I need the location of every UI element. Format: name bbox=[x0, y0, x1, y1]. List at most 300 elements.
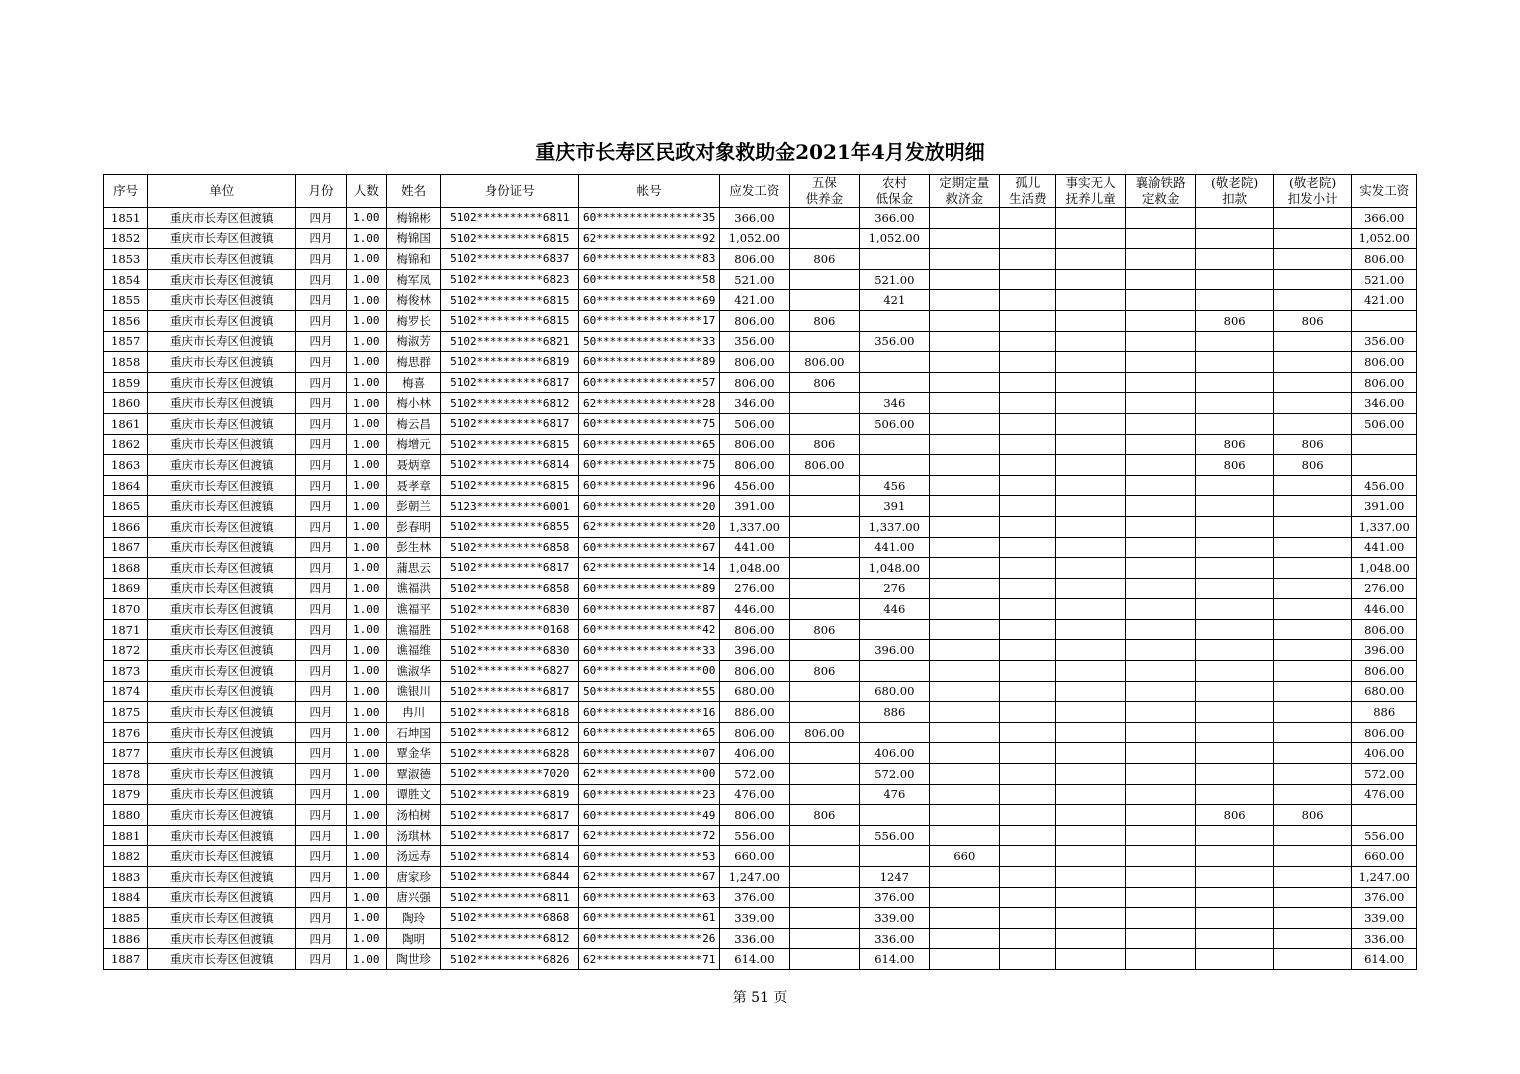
table-cell bbox=[1000, 846, 1056, 867]
table-cell bbox=[1056, 867, 1125, 888]
table-cell: 四月 bbox=[296, 661, 346, 682]
table-cell: 汤琪林 bbox=[386, 825, 440, 846]
table-cell bbox=[1196, 949, 1274, 970]
table-cell: 62****************67 bbox=[579, 867, 720, 888]
table-cell bbox=[1056, 908, 1125, 929]
table-cell: 806 bbox=[789, 661, 859, 682]
table-cell bbox=[1000, 331, 1056, 352]
table-cell: 660 bbox=[929, 846, 999, 867]
table-row bbox=[104, 310, 1417, 331]
table-cell: 336.00 bbox=[720, 928, 789, 949]
table-cell bbox=[929, 496, 999, 517]
table-cell: 339.00 bbox=[720, 908, 789, 929]
table-cell: 1884 bbox=[104, 887, 148, 908]
table-row bbox=[104, 599, 1417, 620]
table-cell bbox=[789, 681, 859, 702]
table-cell: 660.00 bbox=[720, 846, 789, 867]
table-cell: 四月 bbox=[296, 702, 346, 723]
table-cell: 1.00 bbox=[346, 249, 386, 270]
table-cell: 四月 bbox=[296, 455, 346, 476]
table-row bbox=[104, 558, 1417, 579]
table-cell: 1.00 bbox=[346, 764, 386, 785]
table-cell: 556.00 bbox=[1352, 825, 1417, 846]
table-row bbox=[104, 619, 1417, 640]
table-cell bbox=[860, 310, 929, 331]
table-cell: 476.00 bbox=[720, 784, 789, 805]
table-cell: 5102**********6817 bbox=[441, 825, 579, 846]
table-cell: 重庆市长寿区但渡镇 bbox=[148, 372, 296, 393]
table-cell bbox=[929, 352, 999, 373]
column-header: 农村 低保金 bbox=[860, 175, 929, 208]
table-cell bbox=[789, 475, 859, 496]
table-cell bbox=[1000, 887, 1056, 908]
table-cell: 谯福胜 bbox=[386, 619, 440, 640]
table-cell bbox=[1125, 393, 1195, 414]
table-cell: 1.00 bbox=[346, 434, 386, 455]
table-cell bbox=[789, 764, 859, 785]
table-cell bbox=[1125, 743, 1195, 764]
table-cell bbox=[1000, 475, 1056, 496]
table-cell bbox=[929, 805, 999, 826]
table-cell: 1872 bbox=[104, 640, 148, 661]
table-cell bbox=[1273, 537, 1352, 558]
table-cell bbox=[1056, 496, 1125, 517]
table-cell: 唐兴强 bbox=[386, 887, 440, 908]
table-cell: 62****************92 bbox=[579, 228, 720, 249]
column-header: 帐号 bbox=[579, 175, 720, 208]
table-cell: 四月 bbox=[296, 269, 346, 290]
table-cell bbox=[860, 661, 929, 682]
table-cell: 806.00 bbox=[1352, 661, 1417, 682]
table-cell bbox=[1056, 352, 1125, 373]
table-cell bbox=[789, 825, 859, 846]
table-cell: 60****************75 bbox=[579, 413, 720, 434]
table-cell: 572.00 bbox=[720, 764, 789, 785]
column-header: 月份 bbox=[296, 175, 346, 208]
table-row bbox=[104, 372, 1417, 393]
table-cell: 四月 bbox=[296, 681, 346, 702]
table-row bbox=[104, 764, 1417, 785]
table-cell bbox=[1125, 208, 1195, 229]
table-cell bbox=[1000, 702, 1056, 723]
table-cell: 806.00 bbox=[1352, 372, 1417, 393]
table-cell bbox=[1125, 455, 1195, 476]
table-cell: 806 bbox=[1273, 455, 1352, 476]
table-cell bbox=[860, 352, 929, 373]
table-cell: 覃淑德 bbox=[386, 764, 440, 785]
table-cell: 5102**********6815 bbox=[441, 475, 579, 496]
table-cell: 1.00 bbox=[346, 949, 386, 970]
table-cell: 梅增元 bbox=[386, 434, 440, 455]
table-cell bbox=[789, 516, 859, 537]
table-cell bbox=[1273, 413, 1352, 434]
table-cell bbox=[1273, 558, 1352, 579]
table-row bbox=[104, 722, 1417, 743]
table-header-row bbox=[104, 175, 1417, 208]
table-cell: 重庆市长寿区但渡镇 bbox=[148, 455, 296, 476]
table-cell: 1.00 bbox=[346, 475, 386, 496]
table-cell: 1.00 bbox=[346, 887, 386, 908]
table-cell: 506.00 bbox=[860, 413, 929, 434]
table-cell: 50****************55 bbox=[579, 681, 720, 702]
table-cell bbox=[1000, 455, 1056, 476]
table-cell: 四月 bbox=[296, 805, 346, 826]
table-row bbox=[104, 805, 1417, 826]
table-cell: 60****************65 bbox=[579, 434, 720, 455]
table-cell bbox=[1273, 352, 1352, 373]
table-cell: 5102**********6812 bbox=[441, 928, 579, 949]
table-cell bbox=[1196, 784, 1274, 805]
table-cell: 石坤国 bbox=[386, 722, 440, 743]
table-cell: 四月 bbox=[296, 310, 346, 331]
table-cell bbox=[929, 290, 999, 311]
table-cell bbox=[1196, 372, 1274, 393]
table-row bbox=[104, 228, 1417, 249]
table-cell: 1866 bbox=[104, 516, 148, 537]
table-cell bbox=[1196, 619, 1274, 640]
table-cell: 1.00 bbox=[346, 352, 386, 373]
table-cell: 四月 bbox=[296, 290, 346, 311]
table-cell: 5102**********6817 bbox=[441, 372, 579, 393]
table-cell: 806 bbox=[1196, 455, 1274, 476]
table-cell bbox=[929, 661, 999, 682]
table-cell: 5102**********6855 bbox=[441, 516, 579, 537]
table-cell: 四月 bbox=[296, 331, 346, 352]
table-cell bbox=[1000, 269, 1056, 290]
column-header: 定期定量 救济金 bbox=[929, 175, 999, 208]
table-cell bbox=[860, 249, 929, 270]
table-cell bbox=[929, 619, 999, 640]
table-cell bbox=[789, 228, 859, 249]
table-cell: 四月 bbox=[296, 537, 346, 558]
table-cell: 1877 bbox=[104, 743, 148, 764]
table-cell bbox=[1273, 496, 1352, 517]
table-cell bbox=[1196, 867, 1274, 888]
table-cell bbox=[1000, 805, 1056, 826]
table-cell bbox=[1352, 310, 1417, 331]
table-cell: 60****************61 bbox=[579, 908, 720, 929]
table-cell bbox=[1000, 825, 1056, 846]
table-row bbox=[104, 784, 1417, 805]
table-cell: 1.00 bbox=[346, 516, 386, 537]
table-cell bbox=[789, 393, 859, 414]
table-cell: 5102**********6815 bbox=[441, 434, 579, 455]
table-cell: 356.00 bbox=[860, 331, 929, 352]
table-cell: 680.00 bbox=[860, 681, 929, 702]
table-cell: 806 bbox=[789, 310, 859, 331]
table-row bbox=[104, 702, 1417, 723]
table-cell bbox=[1196, 393, 1274, 414]
table-cell bbox=[1000, 516, 1056, 537]
table-cell bbox=[1125, 413, 1195, 434]
table-cell bbox=[1056, 310, 1125, 331]
table-cell bbox=[789, 331, 859, 352]
table-cell bbox=[789, 537, 859, 558]
table-cell bbox=[1273, 393, 1352, 414]
table-cell: 366.00 bbox=[860, 208, 929, 229]
table-cell bbox=[1125, 619, 1195, 640]
table-cell: 806 bbox=[789, 434, 859, 455]
table-cell: 重庆市长寿区但渡镇 bbox=[148, 393, 296, 414]
column-header: (敬老院) 扣款 bbox=[1196, 175, 1274, 208]
table-cell bbox=[789, 578, 859, 599]
table-cell bbox=[1125, 290, 1195, 311]
table-cell: 四月 bbox=[296, 228, 346, 249]
table-cell bbox=[1196, 887, 1274, 908]
table-cell: 1883 bbox=[104, 867, 148, 888]
table-cell bbox=[1273, 290, 1352, 311]
table-cell: 5102**********6819 bbox=[441, 352, 579, 373]
table-cell: 1.00 bbox=[346, 331, 386, 352]
table-cell: 60****************35 bbox=[579, 208, 720, 229]
table-cell: 1859 bbox=[104, 372, 148, 393]
table-cell bbox=[789, 743, 859, 764]
table-cell: 441.00 bbox=[860, 537, 929, 558]
table-cell: 1882 bbox=[104, 846, 148, 867]
table-cell bbox=[1273, 908, 1352, 929]
table-cell bbox=[789, 269, 859, 290]
table-cell bbox=[1056, 599, 1125, 620]
table-cell bbox=[1000, 208, 1056, 229]
table-cell: 唐家珍 bbox=[386, 867, 440, 888]
table-cell: 1.00 bbox=[346, 413, 386, 434]
table-cell bbox=[1125, 496, 1195, 517]
table-cell: 62****************14 bbox=[579, 558, 720, 579]
table-cell bbox=[789, 908, 859, 929]
table-cell: 346.00 bbox=[720, 393, 789, 414]
table-cell bbox=[929, 558, 999, 579]
table-cell: 陶世珍 bbox=[386, 949, 440, 970]
table-cell bbox=[929, 475, 999, 496]
table-cell bbox=[929, 516, 999, 537]
table-cell: 1864 bbox=[104, 475, 148, 496]
table-cell: 406.00 bbox=[1352, 743, 1417, 764]
table-cell bbox=[1273, 887, 1352, 908]
table-cell: 396.00 bbox=[720, 640, 789, 661]
table-cell: 梅俊林 bbox=[386, 290, 440, 311]
table-cell: 421 bbox=[860, 290, 929, 311]
table-cell: 356.00 bbox=[1352, 331, 1417, 352]
table-cell bbox=[1196, 578, 1274, 599]
table-cell bbox=[1056, 640, 1125, 661]
table-cell bbox=[1056, 413, 1125, 434]
table-cell bbox=[929, 269, 999, 290]
table-cell: 396.00 bbox=[860, 640, 929, 661]
table-cell: 1.00 bbox=[346, 578, 386, 599]
table-cell: 806 bbox=[789, 805, 859, 826]
table-cell: 806.00 bbox=[789, 722, 859, 743]
table-row bbox=[104, 413, 1417, 434]
table-cell: 366.00 bbox=[720, 208, 789, 229]
table-cell bbox=[1000, 249, 1056, 270]
table-cell: 60****************33 bbox=[579, 640, 720, 661]
table-cell bbox=[1196, 743, 1274, 764]
table-cell bbox=[1056, 249, 1125, 270]
table-cell bbox=[1125, 372, 1195, 393]
table-row bbox=[104, 352, 1417, 373]
table-cell bbox=[1196, 722, 1274, 743]
table-cell: 1855 bbox=[104, 290, 148, 311]
table-cell: 四月 bbox=[296, 640, 346, 661]
table-cell: 重庆市长寿区但渡镇 bbox=[148, 290, 296, 311]
table-cell: 1860 bbox=[104, 393, 148, 414]
table-cell bbox=[789, 867, 859, 888]
table-cell: 1.00 bbox=[346, 681, 386, 702]
table-cell bbox=[1196, 846, 1274, 867]
table-cell: 1.00 bbox=[346, 208, 386, 229]
table-cell bbox=[1273, 269, 1352, 290]
table-cell: 彭春明 bbox=[386, 516, 440, 537]
table-cell: 806 bbox=[1273, 434, 1352, 455]
table-cell: 1865 bbox=[104, 496, 148, 517]
table-cell: 覃金华 bbox=[386, 743, 440, 764]
table-cell bbox=[1000, 578, 1056, 599]
table-cell: 614.00 bbox=[1352, 949, 1417, 970]
table-row bbox=[104, 578, 1417, 599]
table-cell bbox=[1125, 908, 1195, 929]
table-cell: 521.00 bbox=[860, 269, 929, 290]
table-cell: 806.00 bbox=[789, 352, 859, 373]
table-cell bbox=[1196, 290, 1274, 311]
table-cell: 陶明 bbox=[386, 928, 440, 949]
table-cell bbox=[1196, 928, 1274, 949]
table-cell: 1.00 bbox=[346, 805, 386, 826]
table-cell bbox=[929, 640, 999, 661]
table-cell bbox=[1196, 537, 1274, 558]
table-cell: 5102**********6817 bbox=[441, 413, 579, 434]
table-cell: 806.00 bbox=[720, 722, 789, 743]
table-cell bbox=[1125, 558, 1195, 579]
table-cell bbox=[1000, 537, 1056, 558]
table-cell: 60****************69 bbox=[579, 290, 720, 311]
table-cell: 1887 bbox=[104, 949, 148, 970]
table-cell bbox=[1125, 269, 1195, 290]
table-cell: 1.00 bbox=[346, 722, 386, 743]
table-cell bbox=[1056, 784, 1125, 805]
table-cell: 四月 bbox=[296, 928, 346, 949]
table-cell: 5102**********0168 bbox=[441, 619, 579, 640]
table-cell bbox=[1273, 331, 1352, 352]
table-cell: 1.00 bbox=[346, 640, 386, 661]
table-cell: 60****************67 bbox=[579, 537, 720, 558]
table-cell bbox=[1273, 722, 1352, 743]
column-header: 身份证号 bbox=[441, 175, 579, 208]
table-cell: 1863 bbox=[104, 455, 148, 476]
table-cell: 重庆市长寿区但渡镇 bbox=[148, 413, 296, 434]
table-cell: 1,052.00 bbox=[860, 228, 929, 249]
table-cell: 1858 bbox=[104, 352, 148, 373]
table-cell: 1875 bbox=[104, 702, 148, 723]
table-cell: 重庆市长寿区但渡镇 bbox=[148, 331, 296, 352]
table-cell bbox=[860, 846, 929, 867]
table-cell: 四月 bbox=[296, 908, 346, 929]
table-cell bbox=[1352, 805, 1417, 826]
table-cell: 5102**********6858 bbox=[441, 537, 579, 558]
table-cell: 汤柏树 bbox=[386, 805, 440, 826]
table-cell bbox=[1196, 640, 1274, 661]
table-cell bbox=[1056, 743, 1125, 764]
column-header: 实发工资 bbox=[1352, 175, 1417, 208]
table-cell: 1,048.00 bbox=[720, 558, 789, 579]
table-cell: 806 bbox=[1196, 310, 1274, 331]
relief-payment-table bbox=[103, 174, 1417, 970]
table-cell bbox=[1196, 516, 1274, 537]
table-cell bbox=[1125, 928, 1195, 949]
table-cell: 梅喜 bbox=[386, 372, 440, 393]
table-cell: 1.00 bbox=[346, 784, 386, 805]
table-cell bbox=[1125, 434, 1195, 455]
table-cell: 60****************00 bbox=[579, 661, 720, 682]
table-cell bbox=[1273, 661, 1352, 682]
table-cell: 5102**********7020 bbox=[441, 764, 579, 785]
table-cell bbox=[1056, 764, 1125, 785]
table-cell: 5102**********6817 bbox=[441, 558, 579, 579]
table-cell: 重庆市长寿区但渡镇 bbox=[148, 867, 296, 888]
table-cell bbox=[929, 434, 999, 455]
table-cell bbox=[1056, 949, 1125, 970]
table-cell bbox=[1125, 867, 1195, 888]
table-cell bbox=[860, 372, 929, 393]
table-cell: 5102**********6858 bbox=[441, 578, 579, 599]
table-cell bbox=[860, 434, 929, 455]
table-cell bbox=[1056, 578, 1125, 599]
table-cell: 806.00 bbox=[720, 310, 789, 331]
column-header: 应发工资 bbox=[720, 175, 789, 208]
table-cell bbox=[1273, 640, 1352, 661]
table-cell: 谯福维 bbox=[386, 640, 440, 661]
table-cell: 四月 bbox=[296, 764, 346, 785]
table-cell: 886 bbox=[860, 702, 929, 723]
table-cell: 391.00 bbox=[1352, 496, 1417, 517]
table-cell bbox=[1196, 496, 1274, 517]
table-cell bbox=[1000, 558, 1056, 579]
table-cell bbox=[929, 764, 999, 785]
table-cell: 梅锦国 bbox=[386, 228, 440, 249]
table-cell: 806.00 bbox=[720, 434, 789, 455]
table-cell: 1.00 bbox=[346, 537, 386, 558]
table-body bbox=[104, 208, 1417, 970]
table-cell bbox=[1273, 578, 1352, 599]
table-cell bbox=[1125, 228, 1195, 249]
table-cell: 60****************49 bbox=[579, 805, 720, 826]
table-cell: 60****************58 bbox=[579, 269, 720, 290]
table-cell: 四月 bbox=[296, 558, 346, 579]
table-row bbox=[104, 928, 1417, 949]
table-cell: 806.00 bbox=[1352, 352, 1417, 373]
table-cell: 1861 bbox=[104, 413, 148, 434]
table-cell bbox=[860, 455, 929, 476]
table-cell: 806.00 bbox=[720, 352, 789, 373]
table-cell: 重庆市长寿区但渡镇 bbox=[148, 310, 296, 331]
table-cell: 1876 bbox=[104, 722, 148, 743]
table-cell bbox=[1056, 619, 1125, 640]
table-cell: 重庆市长寿区但渡镇 bbox=[148, 599, 296, 620]
table-row bbox=[104, 825, 1417, 846]
table-cell: 四月 bbox=[296, 249, 346, 270]
table-cell: 重庆市长寿区但渡镇 bbox=[148, 887, 296, 908]
table-cell bbox=[1196, 269, 1274, 290]
table-cell: 1.00 bbox=[346, 310, 386, 331]
table-cell bbox=[929, 208, 999, 229]
table-cell: 梅云昌 bbox=[386, 413, 440, 434]
table-cell bbox=[929, 928, 999, 949]
table-cell: 446.00 bbox=[1352, 599, 1417, 620]
table-cell: 1.00 bbox=[346, 496, 386, 517]
page-title: 重庆市长寿区民政对象救助金2021年4月发放明细 bbox=[535, 140, 985, 164]
table-cell bbox=[929, 455, 999, 476]
table-row bbox=[104, 249, 1417, 270]
table-cell: 重庆市长寿区但渡镇 bbox=[148, 825, 296, 846]
